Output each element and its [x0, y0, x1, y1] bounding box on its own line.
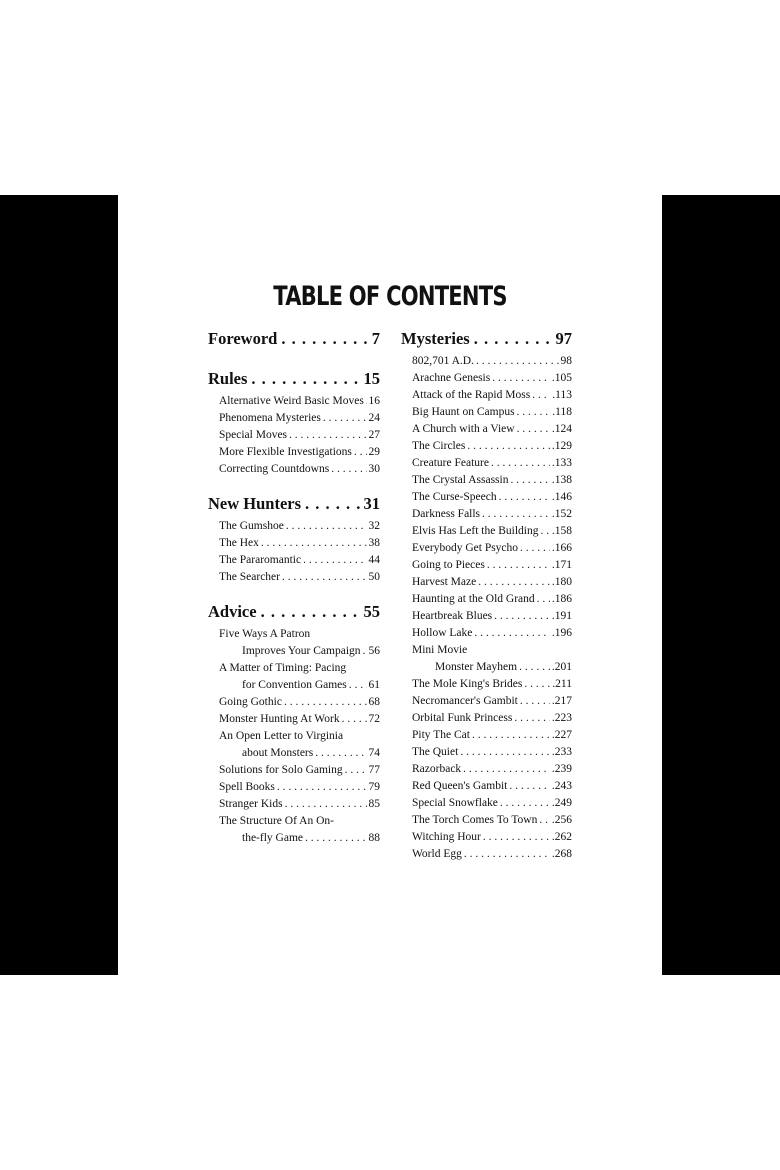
entry-page: 79 [368, 781, 380, 793]
dot-leader [491, 455, 550, 472]
entry-title: Phenomena Mysteries [219, 412, 321, 424]
entry-page: 38 [368, 537, 380, 549]
dot-leader [482, 506, 550, 523]
section-heading-page: 55 [363, 602, 380, 621]
toc-entry [208, 694, 380, 711]
toc-entry [208, 427, 380, 444]
toc-entry [401, 540, 572, 557]
entry-page: .186 [551, 593, 572, 605]
dot-leader [303, 552, 366, 569]
entry-title: Attack of the Rapid Moss [412, 389, 531, 401]
dot-leader [520, 693, 550, 710]
dot-leader [464, 846, 550, 863]
entry-page: 24 [368, 412, 380, 424]
toc-entry [401, 846, 572, 863]
toc-right-column [401, 325, 572, 875]
entry-title: Correcting Countdowns [219, 463, 330, 475]
entry-title: The Hex [219, 537, 259, 549]
dot-leader [509, 778, 550, 795]
dot-leader [284, 694, 367, 711]
toc-entry-continuation [401, 659, 572, 676]
toc-entry [208, 796, 380, 813]
entry-page: .146 [551, 491, 572, 503]
entry-title: The Mole King's Brides [412, 678, 523, 690]
entry-title: The Pararomantic [219, 554, 302, 566]
entry-title: Alternative Weird Basic Moves [219, 395, 364, 407]
dot-leader [520, 540, 550, 557]
entry-page: .239 [551, 763, 572, 775]
toc-entry [401, 795, 572, 812]
dot-leader [285, 796, 367, 813]
section-heading-title: Rules [208, 369, 248, 388]
entry-page: 77 [368, 764, 380, 776]
section-heading-title: New Hunters [208, 494, 302, 513]
toc-page [118, 195, 662, 975]
entry-title: Hollow Lake [412, 627, 473, 639]
section-heading-title: Foreword [208, 329, 278, 348]
toc-entry [401, 625, 572, 642]
entry-title: Going Gothic [219, 696, 282, 708]
entry-page: 88 [368, 832, 380, 844]
dot-leader [539, 812, 550, 829]
entry-page: .152 [551, 508, 572, 520]
toc-entry [401, 727, 572, 744]
entry-page: .166 [551, 542, 572, 554]
section-heading-page: 31 [363, 494, 380, 513]
entry-page: 27 [368, 429, 380, 441]
entry-title: Mini Movie [412, 644, 468, 656]
toc-section [208, 365, 380, 478]
toc-entry [401, 744, 572, 761]
entry-title: A Matter of Timing: Pacing [219, 662, 347, 674]
entry-title: A Church with a View [412, 423, 515, 435]
dot-leader [499, 489, 550, 506]
section-heading-page: 7 [371, 329, 380, 348]
entry-title: Going to Pieces [412, 559, 485, 571]
entry-page: .249 [551, 797, 572, 809]
entry-page: .105 [551, 372, 572, 384]
toc-entry [401, 693, 572, 710]
dot-leader [487, 557, 550, 574]
entry-page: 61 [368, 679, 380, 691]
entry-page: 68 [368, 696, 380, 708]
toc-entry [401, 608, 572, 625]
toc-entry [208, 569, 380, 586]
entry-page: 16 [368, 395, 380, 407]
entry-title: Darkness Falls [412, 508, 481, 520]
dot-leader [492, 370, 550, 387]
dot-leader [463, 761, 550, 778]
dot-leader [500, 795, 550, 812]
dot-leader [261, 535, 367, 552]
dot-leader [483, 829, 550, 846]
dot-leader [517, 404, 551, 421]
toc-section [208, 598, 380, 847]
dot-leader [315, 745, 366, 762]
entry-page: .223 [551, 712, 572, 724]
toc-section [208, 325, 380, 353]
toc-entry [208, 444, 380, 461]
entry-title: Razorback [412, 763, 462, 775]
toc-entry [401, 455, 572, 472]
entry-title: Stranger Kids [219, 798, 283, 810]
entry-title: Pity The Cat [412, 729, 470, 741]
dot-leader [305, 490, 359, 518]
toc-entry-line [208, 813, 380, 830]
dot-leader [289, 427, 366, 444]
entry-title: Special Snowflake [412, 797, 498, 809]
toc-entry-line [208, 660, 380, 677]
entry-title: More Flexible Investigations [219, 446, 352, 458]
entry-title: Heartbreak Blues [412, 610, 493, 622]
entry-title: Haunting at the Old Grand [412, 593, 535, 605]
entry-title: Spell Books [219, 781, 275, 793]
toc-entry-line [401, 642, 572, 659]
entry-title-continued: about Monsters [242, 747, 314, 759]
toc-entry [401, 557, 572, 574]
toc-entry [401, 404, 572, 421]
toc-entry [401, 778, 572, 795]
entry-page: .133 [551, 457, 572, 469]
entry-page: .138 [551, 474, 572, 486]
dot-leader [467, 438, 550, 455]
toc-entry [208, 461, 380, 478]
toc-entry [401, 523, 572, 540]
dot-leader [494, 608, 550, 625]
dot-leader [537, 591, 550, 608]
entry-page: .113 [552, 389, 572, 401]
entry-page: 32 [368, 520, 380, 532]
dot-leader [354, 444, 367, 461]
toc-section [401, 325, 572, 863]
section-heading [208, 325, 380, 353]
entry-title: Necromancer's Gambit [412, 695, 518, 707]
entry-page: .243 [551, 780, 572, 792]
dot-leader [478, 574, 550, 591]
toc-entry [401, 574, 572, 591]
dot-leader [540, 523, 549, 540]
page-title: TABLE OF CONTENTS [273, 281, 507, 312]
entry-title: The Gumshoe [219, 520, 284, 532]
section-heading-page: 97 [555, 329, 572, 348]
dot-leader [532, 387, 550, 404]
dot-leader [281, 325, 367, 353]
section-heading-page: 15 [363, 369, 380, 388]
entry-title: World Egg [412, 848, 462, 860]
entry-page: 29 [368, 446, 380, 458]
entry-title: Witching Hour [412, 831, 481, 843]
entry-page: 30 [368, 463, 380, 475]
entry-title: Orbital Funk Princess [412, 712, 513, 724]
entry-page: .191 [551, 610, 572, 622]
toc-entry [208, 393, 380, 410]
dot-leader [277, 779, 367, 796]
dot-leader [474, 325, 552, 353]
entry-title: The Torch Comes To Town [412, 814, 538, 826]
toc-entry [401, 353, 572, 370]
entry-title: Red Queen's Gambit [412, 780, 508, 792]
toc-entry [401, 829, 572, 846]
entry-title: Five Ways A Patron [219, 628, 311, 640]
section-heading-title: Advice [208, 602, 257, 621]
entry-title-continued: the-fly Game [242, 832, 303, 844]
toc-entry [401, 676, 572, 693]
toc-entry [208, 711, 380, 728]
toc-entry-continuation [208, 830, 380, 847]
toc-entry-continuation [208, 677, 380, 694]
entry-title: The Structure Of An On- [219, 815, 334, 827]
dot-leader [519, 659, 550, 676]
entry-title: Creature Feature [412, 457, 489, 469]
section-heading [208, 598, 380, 626]
entry-page: 56 [368, 645, 380, 657]
section-heading [208, 365, 380, 393]
entry-title: The Circles [412, 440, 466, 452]
dot-leader [349, 677, 367, 694]
toc-entry [401, 472, 572, 489]
dot-leader [476, 353, 559, 370]
dot-leader [286, 518, 367, 535]
dot-leader [305, 830, 367, 847]
entry-title: The Searcher [219, 571, 280, 583]
entry-page: .211 [552, 678, 572, 690]
entry-title: An Open Letter to Virginia [219, 730, 344, 742]
dot-leader [323, 410, 367, 427]
dot-leader [342, 711, 367, 728]
entry-page: .129 [551, 440, 572, 452]
entry-page: .124 [551, 423, 572, 435]
dot-leader [282, 569, 367, 586]
entry-title: The Curse-Speech [412, 491, 497, 503]
toc-entry [208, 779, 380, 796]
toc-entry [401, 761, 572, 778]
toc-entry [401, 421, 572, 438]
entry-page: .256 [551, 814, 572, 826]
toc-left-column [208, 325, 380, 859]
entry-page: .118 [552, 406, 572, 418]
toc-entry [208, 552, 380, 569]
toc-entry [208, 518, 380, 535]
entry-page: .201 [551, 661, 572, 673]
entry-title: The Quiet [412, 746, 459, 758]
dot-leader [514, 710, 550, 727]
section-heading-title: Mysteries [401, 329, 470, 348]
entry-title-continued: Improves Your Campaign [242, 645, 361, 657]
entry-page: 50 [368, 571, 380, 583]
entry-title: Big Haunt on Campus [412, 406, 515, 418]
dot-leader [261, 598, 360, 626]
dot-leader [251, 365, 359, 393]
dot-leader [331, 461, 366, 478]
toc-entry-continuation [208, 745, 380, 762]
dot-leader [474, 625, 550, 642]
toc-entry-line [208, 728, 380, 745]
left-black-border [0, 195, 118, 975]
entry-title: Special Moves [219, 429, 288, 441]
toc-entry [401, 489, 572, 506]
entry-page: .268 [551, 848, 572, 860]
dot-leader [510, 472, 549, 489]
dot-leader [345, 762, 367, 779]
entry-title: Elvis Has Left the Building [412, 525, 539, 537]
entry-title: The Crystal Assassin [412, 474, 509, 486]
entry-page: 72 [368, 713, 380, 725]
toc-section [208, 490, 380, 586]
entry-title: Harvest Maze [412, 576, 477, 588]
entry-title: Monster Hunting At Work [219, 713, 340, 725]
dot-leader [517, 421, 550, 438]
right-black-border [662, 195, 780, 975]
entry-page: 98 [560, 355, 572, 367]
dot-leader [460, 744, 550, 761]
toc-entry-line [208, 626, 380, 643]
entry-title: Everybody Get Psycho [412, 542, 519, 554]
toc-entry [401, 591, 572, 608]
toc-entry [401, 370, 572, 387]
dot-leader [472, 727, 550, 744]
toc-entry [208, 535, 380, 552]
toc-entry [401, 506, 572, 523]
toc-entry [401, 387, 572, 404]
entry-title-continued: Monster Mayhem [435, 661, 518, 673]
dot-leader [363, 643, 367, 660]
toc-entry [401, 438, 572, 455]
entry-page: .171 [551, 559, 572, 571]
entry-page: 74 [368, 747, 380, 759]
entry-title: 802,701 A.D. [412, 355, 474, 367]
toc-entry [401, 710, 572, 727]
entry-page: .233 [551, 746, 572, 758]
toc-entry [208, 410, 380, 427]
dot-leader [524, 676, 550, 693]
section-heading [208, 490, 380, 518]
section-heading [401, 325, 572, 353]
toc-entry [208, 762, 380, 779]
entry-page: 85 [368, 798, 380, 810]
dot-leader [366, 393, 367, 410]
entry-page: .180 [551, 576, 572, 588]
entry-page: .158 [551, 525, 572, 537]
entry-page: .196 [551, 627, 572, 639]
toc-entry-continuation [208, 643, 380, 660]
toc-entry [401, 812, 572, 829]
entry-title: Arachne Genesis [412, 372, 491, 384]
entry-page: .217 [551, 695, 572, 707]
entry-title: Solutions for Solo Gaming [219, 764, 343, 776]
entry-page: 44 [368, 554, 380, 566]
entry-page: .227 [551, 729, 572, 741]
entry-title-continued: for Convention Games [242, 679, 347, 691]
entry-page: .262 [551, 831, 572, 843]
